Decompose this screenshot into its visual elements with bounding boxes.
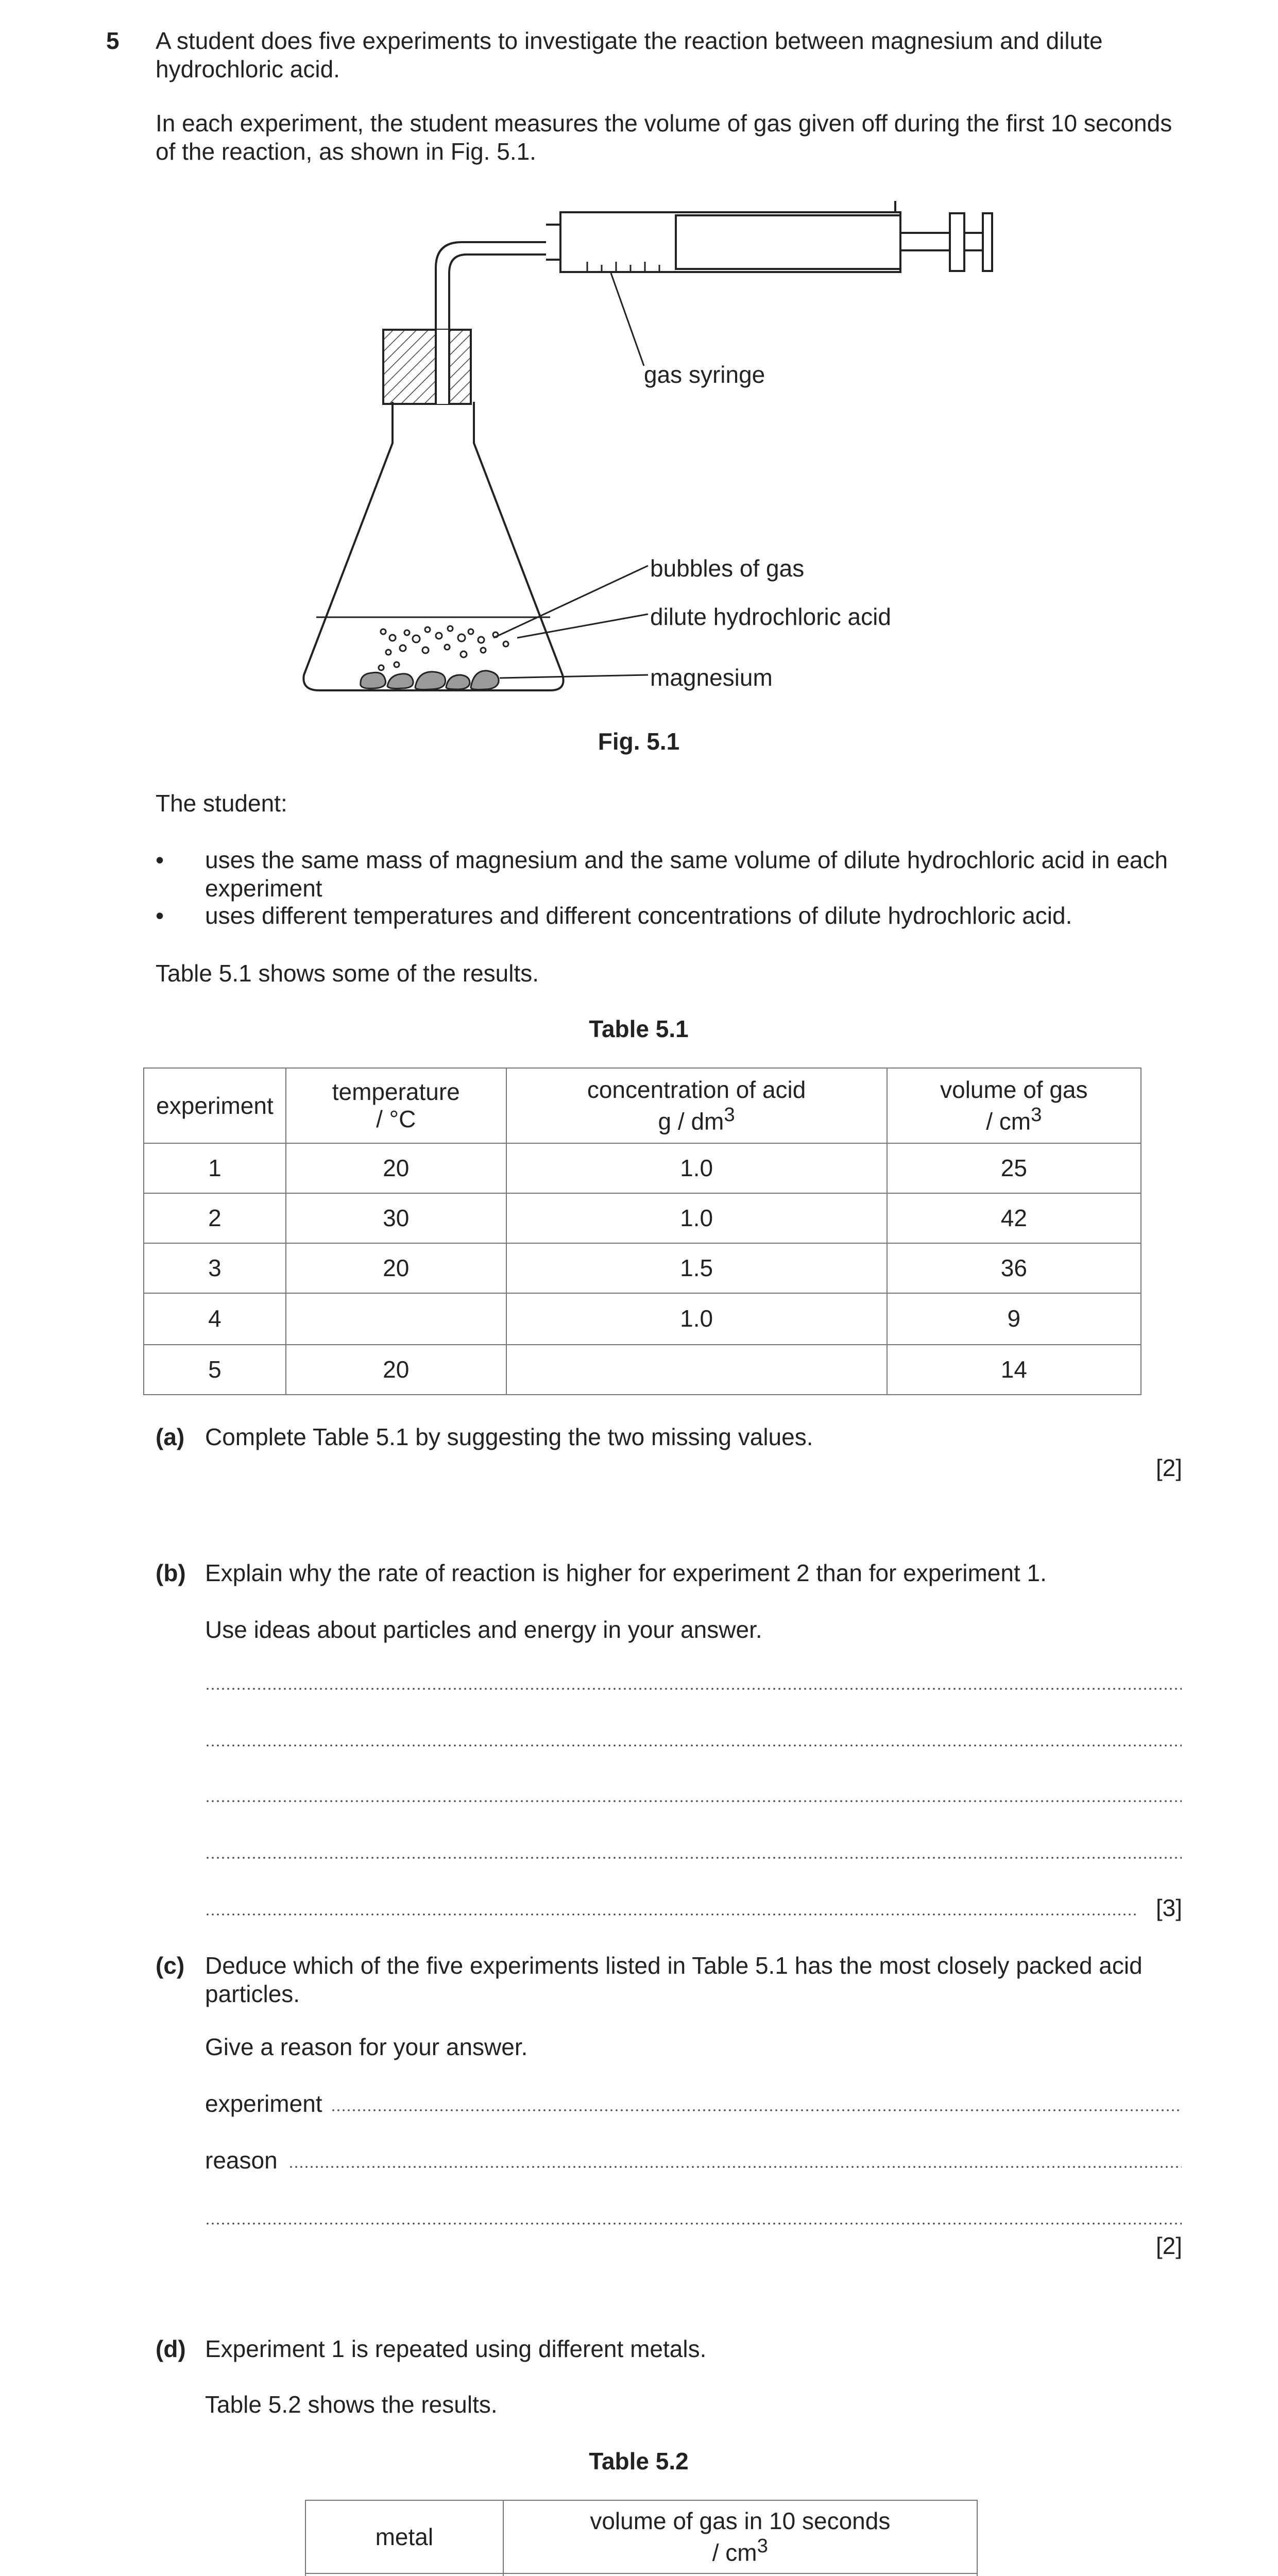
question-number: 5 [106, 27, 120, 54]
answer-line[interactable] [205, 1857, 1182, 1859]
table-cell: 3 [144, 1243, 286, 1293]
label-bubbles: bubbles of gas [650, 555, 805, 582]
table-cell: 9 [887, 1293, 1141, 1345]
table-header: volume of gas / $cm^3$ [887, 1068, 1141, 1143]
part-b-text-2: Use ideas about particles and energy in your answer. [205, 1616, 762, 1643]
label-acid: dilute hydrochloric acid [650, 603, 891, 630]
apparatus-diagram [0, 0, 1278, 721]
part-c-marks: [2] [1155, 2232, 1182, 2259]
table-header: volume of gas in 10 seconds / $cm^3$ [503, 2500, 977, 2573]
magnesium-pieces [361, 671, 499, 690]
part-b-text: Explain why the rate of reaction is higher for experiment 2 than for experiment 1. [205, 1560, 1047, 1586]
table-cell [305, 2573, 503, 2576]
question-intro: A student does five experiments to investigate the reaction between magnesium and dilute hydrochloric acid. [156, 27, 1103, 83]
missing-temperature-cell[interactable] [286, 1293, 506, 1345]
bullet-marker: • [156, 846, 164, 873]
table-row [144, 1243, 1141, 1293]
table-cell: 20 [286, 1243, 506, 1293]
results-table-5-1 [143, 1067, 1141, 1395]
part-d-text: Experiment 1 is repeated using different metals. [205, 2335, 707, 2362]
missing-concentration-cell[interactable] [506, 1345, 887, 1395]
part-d-text-2: Table 5.2 shows the results. [205, 2391, 498, 2418]
syringe-handle [950, 213, 964, 271]
answer-line[interactable] [205, 1744, 1182, 1747]
table-cell: 20 [286, 1143, 506, 1193]
table-row [305, 2573, 977, 2576]
table-header: temperature / °C [286, 1068, 506, 1143]
experiment-field-label: experiment [205, 2090, 322, 2117]
table1-intro: Table 5.1 shows some of the results. [156, 960, 539, 987]
answer-line[interactable] [205, 1800, 1182, 1802]
reason-answer-line[interactable] [288, 2166, 1182, 2168]
table-cell: 25 [887, 1143, 1141, 1193]
part-c-label: (c) [156, 1952, 185, 1979]
table-cell [503, 2573, 977, 2576]
part-d-label: (d) [156, 2335, 186, 2362]
part-a-marks: [2] [1155, 1454, 1182, 1481]
metals-table-5-2 [305, 2500, 978, 2576]
table-cell: 1.5 [506, 1243, 887, 1293]
part-a-text: Complete Table 5.1 by suggesting the two missing values. [205, 1423, 813, 1450]
table-cell: 30 [286, 1193, 506, 1243]
student-bullet-2: uses different temperatures and different concentrations of dilute hydrochloric acid. [205, 902, 1072, 929]
table-cell: 36 [887, 1243, 1141, 1293]
answer-line[interactable] [205, 1913, 1137, 1916]
part-c-text-2: Give a reason for your answer. [205, 2033, 528, 2060]
reason-field-label: reason [205, 2147, 278, 2174]
label-magnesium: magnesium [650, 664, 773, 691]
table2-caption: Table 5.2 [589, 2448, 689, 2475]
table-row [144, 1345, 1141, 1395]
table-cell: 20 [286, 1345, 506, 1395]
part-a-label: (a) [156, 1423, 185, 1450]
table-cell: 42 [887, 1193, 1141, 1243]
label-gas-syringe: gas syringe [644, 361, 765, 388]
table-cell: 1.0 [506, 1293, 887, 1345]
syringe-plunger [676, 215, 900, 269]
table-cell: 1.0 [506, 1143, 887, 1193]
flask-bung [383, 330, 471, 404]
answer-line[interactable] [205, 2223, 1182, 2225]
part-c-text: Deduce which of the five experiments listed in Table 5.1 has the most closely packed acid particles. [205, 1952, 1143, 2008]
table-row [144, 1293, 1141, 1345]
conical-flask [303, 402, 563, 690]
student-bullet-1: uses the same mass of magnesium and the same volume of dilute hydrochloric acid in each experiment [205, 846, 1168, 902]
table1-caption: Table 5.1 [589, 1015, 689, 1042]
part-b-marks: [3] [1155, 1894, 1182, 1921]
table-cell: 4 [144, 1293, 286, 1345]
table-cell: 1 [144, 1143, 286, 1193]
part-b-label: (b) [156, 1560, 186, 1586]
experiment-answer-line[interactable] [331, 2109, 1182, 2111]
table-row [144, 1143, 1141, 1193]
table-cell: 14 [887, 1345, 1141, 1395]
student-lead: The student: [156, 790, 287, 817]
figure-caption: Fig. 5.1 [598, 728, 680, 755]
table-cell: 5 [144, 1345, 286, 1395]
bullet-marker: • [156, 902, 164, 929]
table-row [144, 1193, 1141, 1243]
question-intro-2: In each experiment, the student measures the volume of gas given off during the first 10 seconds of the reaction, as shown in Fig. 5.1. [156, 110, 1172, 165]
table-cell: 2 [144, 1193, 286, 1243]
table-header: metal [305, 2500, 503, 2573]
table-cell: 1.0 [506, 1193, 887, 1243]
table-header: experiment [144, 1068, 286, 1143]
table-header: concentration of acid g / $dm^3$ [506, 1068, 887, 1143]
answer-line[interactable] [205, 1688, 1182, 1690]
